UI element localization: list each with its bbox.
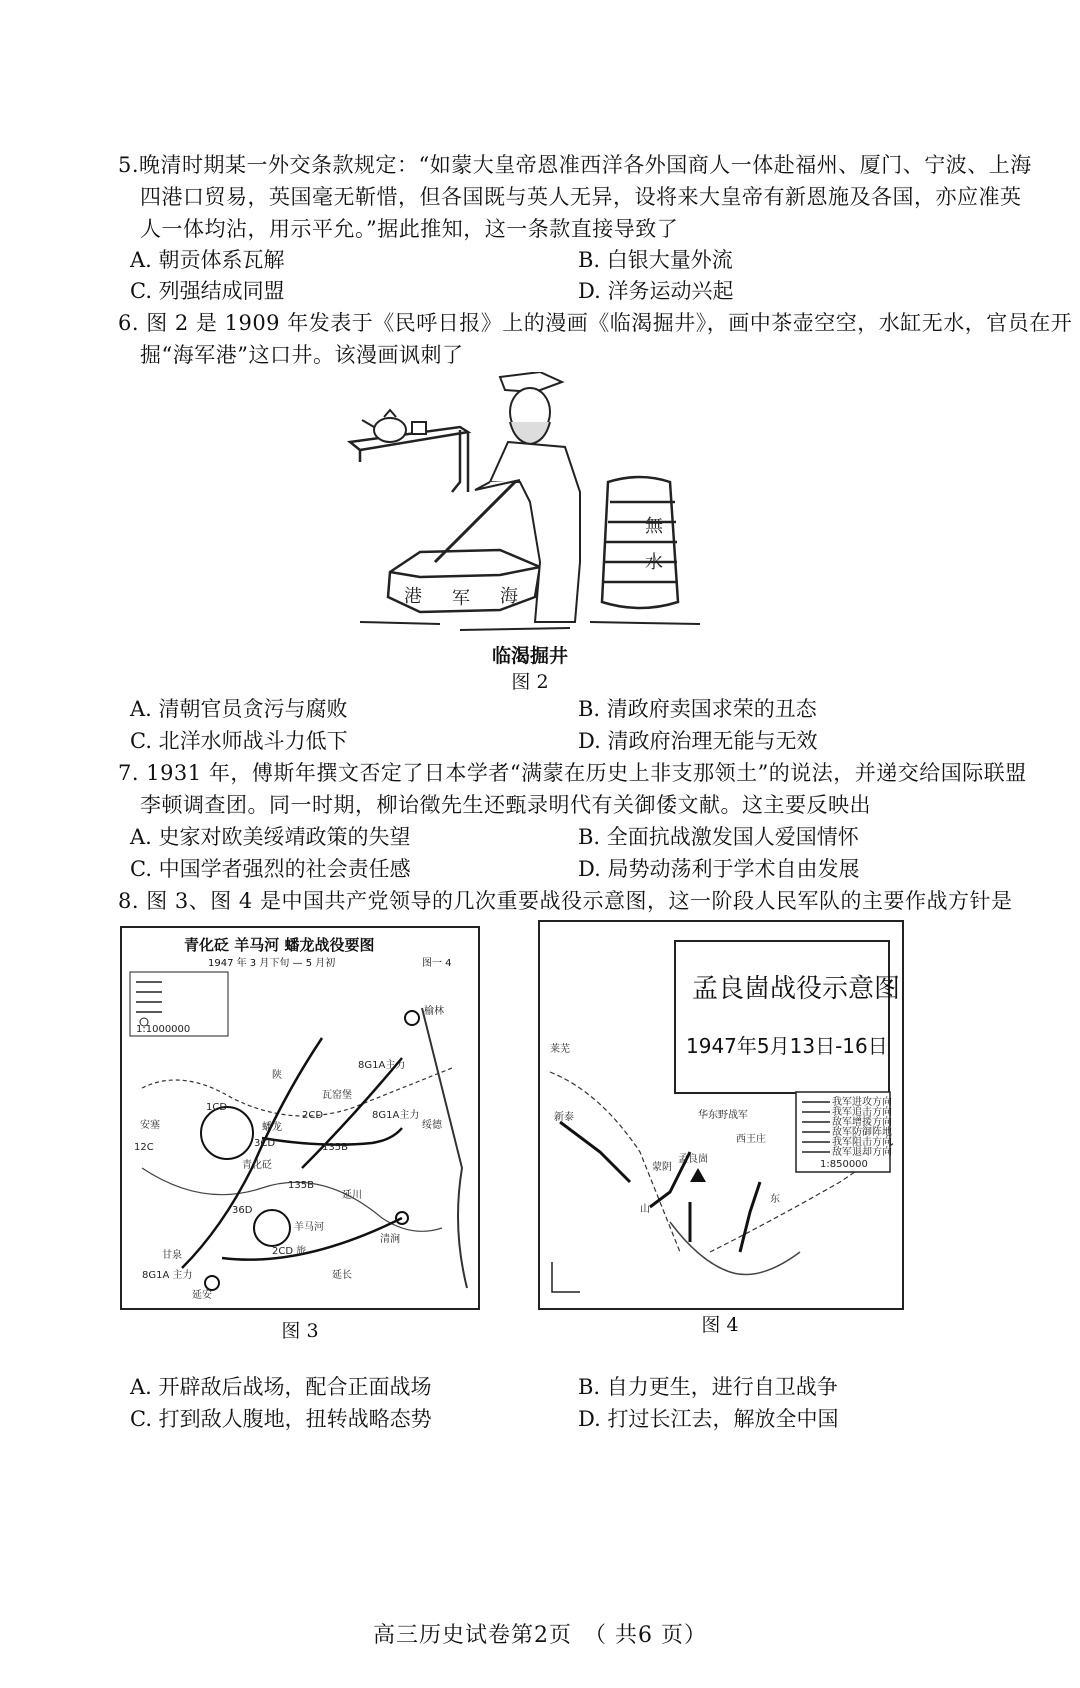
- figure-4-map: [538, 920, 904, 1310]
- fig4-peak-marker: [690, 1168, 706, 1182]
- cartoon-title: 临渴掘井: [491, 645, 568, 667]
- q6-option-a[interactable]: A. 清朝官员贪污与腐败: [130, 697, 348, 721]
- fig3-tag: 图一 4: [422, 958, 452, 969]
- teapot-drawing: [362, 410, 426, 442]
- q8-option-c[interactable]: C. 打到敌人腹地，扭转战略态势: [130, 1407, 432, 1431]
- fig3-unit-135b: 135B: [288, 1180, 314, 1191]
- fig4-title: 孟良崮战役示意图: [692, 974, 901, 1004]
- fig4-label-xintai: 新泰: [554, 1112, 574, 1123]
- fig3-unit-135b-2: 135B: [322, 1142, 348, 1153]
- fig3-scale: 1:1000000: [136, 1024, 191, 1035]
- q6-option-c[interactable]: C. 北洋水师战斗力低下: [130, 729, 348, 753]
- fig3-label-yulin: 榆林: [424, 1006, 444, 1017]
- fig3-unit-8g1a-2: 8G1A主力: [372, 1110, 420, 1121]
- fig3-unit-36d: 36D: [232, 1205, 253, 1216]
- q5-option-d[interactable]: D. 洋务运动兴起: [578, 279, 734, 303]
- vat-char-1: 無: [645, 516, 663, 537]
- fig3-city-yanan: [205, 1276, 219, 1290]
- q7-stem-line2: 李顿调查团。同一时期，柳诒徵先生还甄录明代有关御倭文献。这主要反映出: [140, 793, 871, 817]
- fig4-legend-5: 我军阻击方向: [832, 1137, 892, 1148]
- fig3-unit-1cd: 1CD: [206, 1102, 228, 1113]
- fig3-unit-12c: 12C: [134, 1142, 154, 1153]
- q7-option-b[interactable]: B. 全面抗战激发国人爱国情怀: [578, 825, 859, 849]
- q5-stem-line3: 人一体均沾，用示平允。”据此推知，这一条款直接导致了: [140, 217, 679, 241]
- fig4-date: 1947年5月13日-16日: [686, 1034, 888, 1058]
- fig3-label-wayaobao: 瓦窑堡: [322, 1090, 352, 1101]
- fig4-legend-scale: 1:850000: [820, 1159, 868, 1170]
- fig4-legend-6: 敌军退却方向: [832, 1147, 892, 1158]
- fig4-legend-3: 敌军增援方向: [832, 1117, 892, 1128]
- q8-option-b[interactable]: B. 自力更生，进行自卫战争: [578, 1375, 838, 1399]
- cartoon-figure-2: [340, 372, 720, 640]
- q6-option-d[interactable]: D. 清政府治理无能与无效: [578, 729, 818, 753]
- well-char-1: 港: [404, 586, 422, 607]
- page-footer: 高三历史试卷第2页 （ 共6 页）: [373, 1623, 707, 1648]
- fig4-label-mengyin: 蒙阴: [652, 1162, 672, 1173]
- fig3-city-yulin: [405, 1011, 419, 1025]
- fig4-map-drawing: [540, 922, 902, 1308]
- fig4-label-laiwu: 莱芜: [550, 1044, 570, 1055]
- q5-stem-line1: 5.晚清时期某一外交条款规定：“如蒙大皇帝恩准西洋各外国商人一体赴福州、厦门、宁波、上海: [118, 153, 1032, 177]
- fig3-label-yangmahe: 羊马河: [294, 1222, 324, 1233]
- fig3-label-ansai: 安塞: [140, 1120, 160, 1131]
- q5-option-c[interactable]: C. 列强结成同盟: [130, 279, 285, 303]
- q7-option-c[interactable]: C. 中国学者强烈的社会责任感: [130, 857, 411, 881]
- q5-option-b[interactable]: B. 白银大量外流: [578, 248, 733, 272]
- fig4-label-dong: 东: [770, 1194, 780, 1205]
- fig4-legend-4: 敌军防御阵地: [832, 1127, 892, 1138]
- fig3-title: 青化砭 羊马河 蟠龙战役要图: [184, 936, 375, 954]
- fig3-encircle-2: [254, 1210, 290, 1246]
- fig3-subtitle: 1947 年 3 月下旬 — 5 月初: [208, 958, 336, 969]
- fig4-road-marker: [552, 1262, 580, 1292]
- q5-stem-line2: 四港口贸易，英国毫无靳惜，但各国既与英人无异，设将来大皇帝有新恩施及各国，亦应准英: [140, 185, 1022, 209]
- vat-char-2: 水: [645, 552, 663, 573]
- fig4-legend-2: 我军追击方向: [832, 1107, 892, 1118]
- fig3-unit-3cd: 3CD: [254, 1138, 276, 1149]
- figure-4-label: 图 4: [701, 1314, 739, 1336]
- fig3-arrow-1: [182, 1038, 322, 1268]
- vat-drawing: [602, 477, 678, 608]
- q6-option-b[interactable]: B. 清政府卖国求荣的丑态: [578, 697, 817, 721]
- fig3-label-qingjian: 清涧: [380, 1234, 400, 1245]
- q7-option-a[interactable]: A. 史家对欧美绥靖政策的失望: [130, 825, 411, 849]
- fig4-arrow-4: [740, 1182, 760, 1252]
- fig3-label-shaan: 陕: [272, 1070, 282, 1081]
- well-char-3: 海: [500, 586, 518, 607]
- ground-lines: [360, 622, 700, 630]
- well-char-2: 军: [452, 588, 470, 609]
- fig3-map-drawing: [122, 968, 478, 1308]
- fig3-unit-8g1a-1: 8G1A主力: [358, 1060, 406, 1071]
- table-drawing: [350, 427, 468, 492]
- q6-stem-line1: 6. 图 2 是 1909 年发表于《民呼日报》上的漫画《临渴掘井》，画中茶壶空空，水缸无水，官员在开: [118, 311, 1073, 335]
- figure-2-label: 图 2: [511, 671, 549, 693]
- fig4-arrow-1: [560, 1122, 630, 1182]
- q6-stem-line2: 掘“海军港”这口井。该漫画讽刺了: [140, 343, 464, 367]
- fig3-encircle-1: [201, 1107, 253, 1159]
- figure-3-map: [120, 926, 480, 1310]
- figure-3-label: 图 3: [281, 1320, 319, 1342]
- fig3-label-panlong: 蟠龙: [262, 1122, 282, 1133]
- fig4-label-shan: 山: [640, 1204, 650, 1215]
- q5-option-a[interactable]: A. 朝贡体系瓦解: [130, 248, 285, 272]
- fig4-legend-1: 我军进攻方向: [832, 1097, 892, 1108]
- fig3-label-ganquan: 甘泉: [162, 1250, 182, 1261]
- fig4-label-menglianggu: 孟良崮: [678, 1154, 708, 1165]
- fig3-label-suide: 绥德: [422, 1120, 442, 1131]
- fig3-label-yanchuan: 延川: [342, 1190, 362, 1201]
- q8-option-a[interactable]: A. 开辟敌后战场，配合正面战场: [130, 1375, 432, 1399]
- fig4-label-hdyzj: 华东野战军: [698, 1110, 748, 1121]
- fig3-unit-8g1a-3: 8G1A 主力: [142, 1270, 193, 1281]
- fig3-unit-2cd-brigade: 2CD 旅: [272, 1246, 307, 1257]
- fig3-border-line: [142, 1068, 452, 1116]
- q8-option-d[interactable]: D. 打过长江去，解放全中国: [578, 1407, 839, 1431]
- fig3-label-yanan: 延安: [192, 1290, 212, 1301]
- fig3-label-yanchang: 延长: [332, 1270, 352, 1281]
- fig3-label-qinghuabian: 青化砭: [242, 1160, 272, 1171]
- fig4-label-xiwangzhuang: 西王庄: [736, 1134, 766, 1145]
- q7-stem-line1: 7. 1931 年，傅斯年撰文否定了日本学者“满蒙在历史上非支那领土”的说法，并递交给国际联盟: [118, 761, 1027, 785]
- fig3-unit-2cd: 2CD: [302, 1110, 324, 1121]
- q8-stem-line1: 8. 图 3、图 4 是中国共产党领导的几次重要战役示意图，这一阶段人民军队的主要作战方针是: [118, 889, 1013, 913]
- q7-option-d[interactable]: D. 局势动荡利于学术自由发展: [578, 857, 860, 881]
- fig3-river: [422, 1008, 467, 1288]
